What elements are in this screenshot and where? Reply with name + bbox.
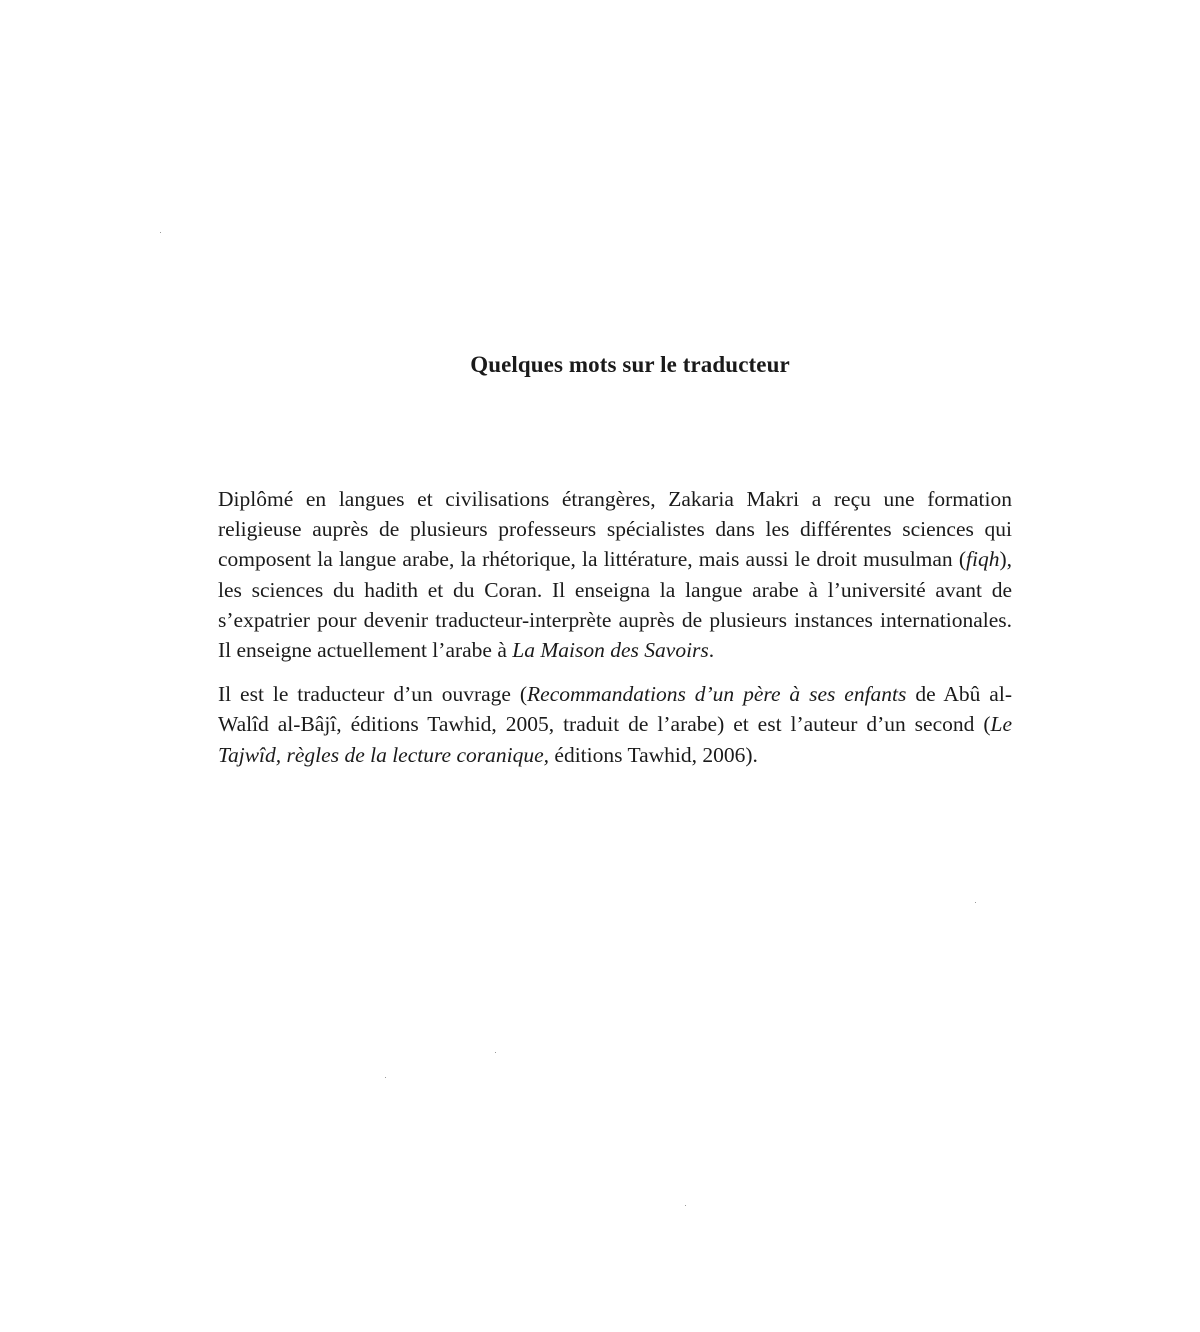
page-title: Quelques mots sur le traducteur [470,352,790,377]
scan-speck [160,232,161,233]
paragraph-2-text-a: Il est le traducteur d’un ouvrage ( [218,682,528,707]
scan-speck [975,902,976,903]
paragraph-translator-works [218,679,1012,770]
institution-name: La Maison des Savoirs [512,638,709,663]
scan-speck [385,1077,386,1078]
paragraph-1-text-b: ), les sciences du hadith et du Coran. Il enseigna la langue arabe à l’université avant de s’expatrier pour devenir traducteur-interprète auprès de plusieurs instances internationales. Il enseigne actuellement l’arabe à [218,547,1012,663]
paragraph-translator-background [218,484,1012,665]
paragraph-1-text-c: . [708,638,715,663]
book-title-tajwid: Le Tajwîd, règles de la lecture coranique, [218,712,1012,767]
paragraph-2-text-b: de Abû al-Walîd al-Bâjî, éditions Tawhid, 2005, traduit de l’arabe) et est l’auteur d’un second ( [218,682,1012,737]
scan-speck [685,1205,686,1206]
paragraph-1-text-a: Diplômé en langues et civilisations étrangères, Zakaria Makri a reçu une formation religieuse auprès de plusieurs professeurs spécialistes dans les différentes sciences qui composent la langue arabe, la rhétorique, la littérature, mais aussi le droit musulman ( [218,487,1012,572]
paragraph-2-text-c: éditions Tawhid, 2006). [549,742,758,767]
term-fiqh: fiqh [966,547,1000,572]
book-title-recommandations: Recommandations d’un père à ses enfants [527,682,907,707]
scan-speck [495,1052,496,1053]
body-text [218,484,1012,770]
